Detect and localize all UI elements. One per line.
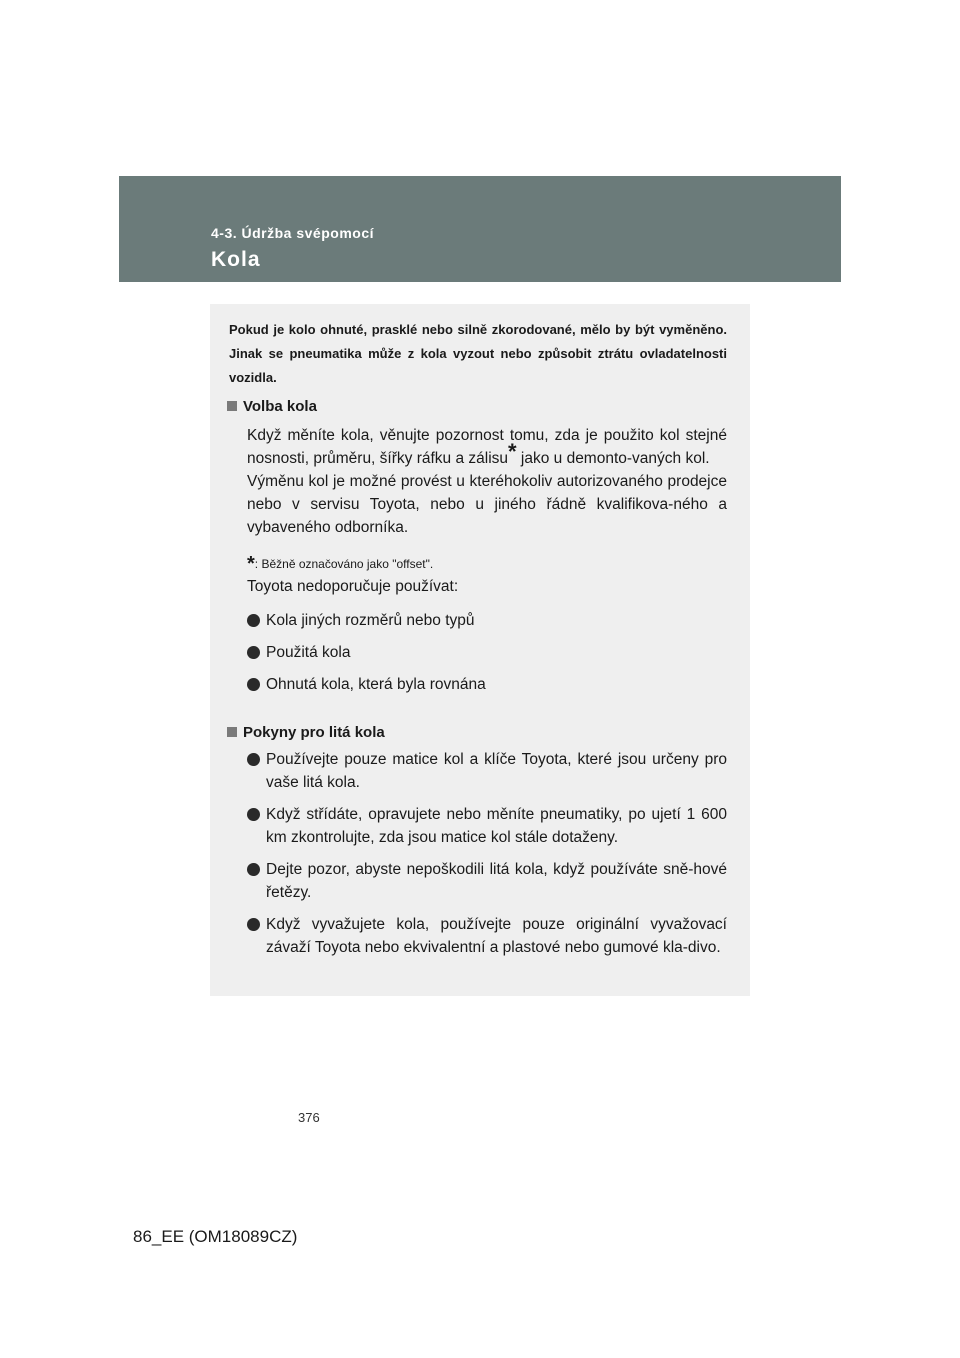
intro-text: Pokud je kolo ohnuté, prasklé nebo silně zkorodované, mělo by být vyměněno. Jinak se pneumatika může z kola vyzout nebo způsobit ztrátu ovladatelnosti vozidla. bbox=[229, 322, 727, 385]
list-item-text: Ohnutá kola, která byla rovnána bbox=[266, 676, 486, 693]
section-label: 4-3. Údržba svépomocí bbox=[211, 225, 374, 241]
section-heading-text: Volba kola bbox=[243, 398, 317, 415]
bullet-dot-icon bbox=[247, 614, 260, 627]
square-bullet-icon bbox=[227, 401, 237, 411]
bullet-dot-icon bbox=[247, 863, 260, 876]
paragraph: Výměnu kol je možné provést u kteréhokoliv autorizovaného prodejce nebo v servisu Toyota, nebo u jiného řádně kvalifikova-ného a vybaveného odborníka. bbox=[247, 473, 727, 536]
paragraph bbox=[247, 424, 727, 470]
content-box bbox=[210, 304, 750, 996]
list-item-text: Použitá kola bbox=[266, 644, 351, 661]
asterisk-mark: * bbox=[508, 439, 517, 464]
bullet-dot-icon bbox=[247, 678, 260, 691]
square-bullet-icon bbox=[227, 727, 237, 737]
list-item bbox=[247, 609, 727, 632]
section-heading-text: Pokyny pro litá kola bbox=[243, 724, 385, 741]
paragraph-text: Když měníte kola, věnujte pozornost tomu, zda je použito kol stejné nosnosti, průměru, šířky ráfku a zálisu bbox=[247, 427, 727, 467]
asterisk-mark: * bbox=[247, 553, 255, 575]
bullet-dot-icon bbox=[247, 646, 260, 659]
section-heading bbox=[227, 396, 727, 418]
list-item bbox=[247, 803, 727, 849]
list-item bbox=[247, 858, 727, 904]
bullet-dot-icon bbox=[247, 808, 260, 821]
list-item bbox=[247, 748, 727, 794]
bullet-dot-icon bbox=[247, 918, 260, 931]
paragraph-text: jako u demonto-vaných kol. bbox=[516, 450, 710, 467]
paragraph: Toyota nedoporučuje používat: bbox=[247, 578, 459, 595]
page-number: 376 bbox=[298, 1110, 320, 1125]
footnote-text: : Běžně označováno jako "offset". bbox=[254, 557, 434, 571]
bullet-dot-icon bbox=[247, 753, 260, 766]
list-item bbox=[247, 913, 727, 959]
document-code: 86_EE (OM18089CZ) bbox=[133, 1227, 298, 1246]
list-item-text: Kola jiných rozměrů nebo typů bbox=[266, 612, 475, 629]
list-item-text: Když střídáte, opravujete nebo měníte pneumatiky, po ujetí 1 600 km zkontrolujte, zda jsou matice kol stále dotaženy. bbox=[266, 806, 727, 846]
section-wheel-choice bbox=[227, 396, 727, 696]
list-item-text: Když vyvažujete kola, používejte pouze originální vyvažovací závaží Toyota nebo ekvivalentní a plastové nebo gumové kla-divo. bbox=[266, 916, 727, 956]
list-item-text: Dejte pozor, abyste nepoškodili litá kola, když používáte sně-hové řetězy. bbox=[266, 861, 727, 901]
list-item bbox=[247, 673, 727, 696]
footnote bbox=[247, 551, 727, 575]
list-item-text: Používejte pouze matice kol a klíče Toyota, které jsou určeny pro vaše litá kola. bbox=[266, 751, 727, 791]
page-title: Kola bbox=[211, 248, 261, 271]
section-heading bbox=[227, 722, 727, 744]
section-alloy-wheels bbox=[227, 722, 727, 959]
list-item bbox=[247, 641, 727, 664]
header-band bbox=[119, 176, 841, 282]
